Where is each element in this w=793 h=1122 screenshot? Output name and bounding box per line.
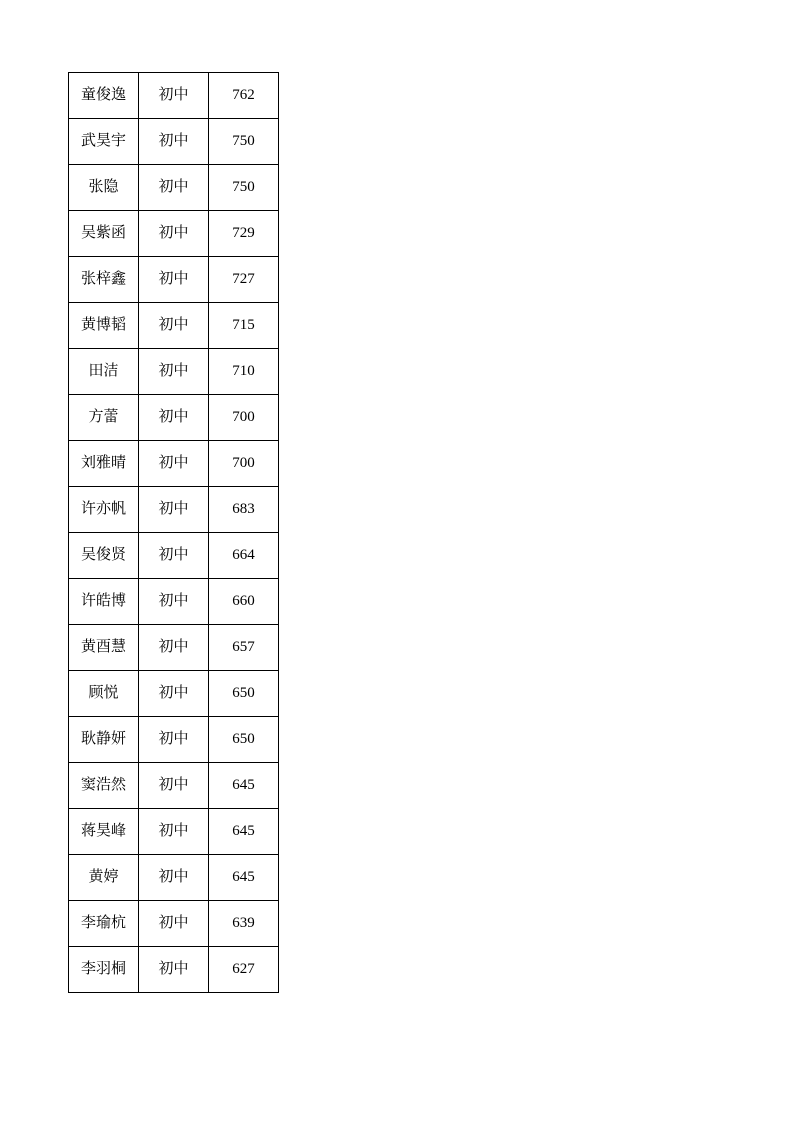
cell-text-name: 方蕾 [88,408,119,425]
cell-text-level: 初中 [158,546,189,563]
table-cell-level [139,579,209,625]
table-cell-level [139,855,209,901]
cell-text-level: 初中 [158,454,189,471]
table-cell-level [139,73,209,119]
table-row [69,671,279,717]
table-cell-score [209,947,279,993]
cell-text-score: 762 [232,86,255,103]
table-cell-name [69,947,139,993]
table-cell-name [69,165,139,211]
cell-text-level: 初中 [158,592,189,609]
cell-text-score: 750 [232,132,255,149]
cell-text-name: 李瑜杭 [80,914,126,931]
table-row [69,211,279,257]
cell-text-level: 初中 [158,362,189,379]
table-row [69,119,279,165]
table-cell-level [139,763,209,809]
table-cell-name [69,763,139,809]
table-cell-score [209,441,279,487]
cell-text-name: 耿静妍 [80,730,126,747]
cell-text-score: 645 [232,822,255,839]
table-row [69,901,279,947]
table-cell-level [139,165,209,211]
table-cell-score [209,763,279,809]
cell-text-name: 黄酉慧 [80,638,126,655]
table-cell-level [139,349,209,395]
table-row [69,487,279,533]
table-row [69,165,279,211]
table-cell-score [209,533,279,579]
cell-text-name: 蒋昊峰 [80,822,126,839]
table-cell-name [69,533,139,579]
score-table [68,72,279,993]
cell-text-name: 张梓鑫 [80,270,126,287]
table-cell-level [139,671,209,717]
cell-text-name: 吴俊贤 [80,546,126,563]
table-cell-score [209,119,279,165]
cell-text-level: 初中 [158,684,189,701]
cell-text-name: 刘雅晴 [80,454,126,471]
cell-text-level: 初中 [158,500,189,517]
table-row [69,947,279,993]
table-cell-name [69,303,139,349]
table-row [69,257,279,303]
table-row [69,855,279,901]
cell-text-name: 武昊宇 [80,132,126,149]
table-cell-name [69,855,139,901]
cell-text-score: 639 [232,914,255,931]
table-cell-level [139,533,209,579]
cell-text-score: 700 [232,454,255,471]
cell-text-level: 初中 [158,960,189,977]
table-cell-level [139,441,209,487]
cell-text-level: 初中 [158,868,189,885]
table-cell-score [209,349,279,395]
cell-text-score: 700 [232,408,255,425]
table-row [69,73,279,119]
table-cell-score [209,717,279,763]
table-cell-name [69,579,139,625]
cell-text-name: 黄博韬 [80,316,126,333]
table-cell-score [209,257,279,303]
cell-text-score: 657 [232,638,255,655]
table-cell-level [139,211,209,257]
table-cell-score [209,303,279,349]
table-cell-name [69,395,139,441]
table-cell-score [209,809,279,855]
cell-text-name: 许皓博 [80,592,126,609]
table-cell-level [139,119,209,165]
cell-text-score: 664 [232,546,255,563]
table-cell-score [209,671,279,717]
cell-text-level: 初中 [158,776,189,793]
table-cell-level [139,717,209,763]
table-cell-level [139,257,209,303]
cell-text-level: 初中 [158,270,189,287]
cell-text-level: 初中 [158,730,189,747]
table-cell-name [69,73,139,119]
cell-text-level: 初中 [158,132,189,149]
cell-text-level: 初中 [158,316,189,333]
table-row [69,533,279,579]
cell-text-name: 田洁 [88,362,119,379]
table-cell-level [139,947,209,993]
cell-text-name: 黄婷 [88,868,119,885]
cell-text-score: 683 [232,500,255,517]
table-cell-name [69,349,139,395]
table-row [69,349,279,395]
table-cell-score [209,395,279,441]
table-cell-name [69,257,139,303]
table-cell-level [139,487,209,533]
cell-text-level: 初中 [158,408,189,425]
cell-text-level: 初中 [158,86,189,103]
table-cell-score [209,211,279,257]
table-cell-score [209,901,279,947]
table-row [69,763,279,809]
cell-text-score: 645 [232,776,255,793]
table-cell-score [209,625,279,671]
cell-text-level: 初中 [158,178,189,195]
score-table-wrapper [68,72,279,993]
cell-text-score: 715 [232,316,255,333]
table-cell-name [69,119,139,165]
table-row [69,441,279,487]
table-cell-name [69,671,139,717]
cell-text-score: 650 [232,730,255,747]
table-cell-level [139,809,209,855]
table-cell-name [69,717,139,763]
cell-text-name: 顾悦 [88,684,119,701]
cell-text-level: 初中 [158,224,189,241]
table-cell-name [69,487,139,533]
table-cell-score [209,165,279,211]
table-cell-level [139,303,209,349]
cell-text-score: 727 [232,270,255,287]
table-row [69,809,279,855]
cell-text-score: 660 [232,592,255,609]
cell-text-name: 窦浩然 [80,776,126,793]
cell-text-score: 729 [232,224,255,241]
table-row [69,395,279,441]
cell-text-score: 750 [232,178,255,195]
table-cell-level [139,901,209,947]
table-cell-score [209,487,279,533]
cell-text-score: 710 [232,362,255,379]
table-cell-name [69,809,139,855]
cell-text-score: 645 [232,868,255,885]
cell-text-name: 李羽桐 [80,960,126,977]
table-cell-name [69,441,139,487]
table-cell-score [209,579,279,625]
table-cell-score [209,855,279,901]
cell-text-level: 初中 [158,914,189,931]
cell-text-score: 650 [232,684,255,701]
cell-text-name: 许亦帆 [80,500,126,517]
table-cell-name [69,901,139,947]
cell-text-level: 初中 [158,822,189,839]
table-cell-level [139,625,209,671]
table-cell-level [139,395,209,441]
cell-text-name: 童俊逸 [80,86,126,103]
table-row [69,303,279,349]
table-cell-score [209,73,279,119]
table-row [69,579,279,625]
table-cell-name [69,625,139,671]
cell-text-score: 627 [232,960,255,977]
table-cell-name [69,211,139,257]
table-row [69,625,279,671]
cell-text-name: 张隐 [88,178,119,195]
table-row [69,717,279,763]
cell-text-level: 初中 [158,638,189,655]
score-table-body [69,73,279,993]
cell-text-name: 吴紫函 [80,224,126,241]
